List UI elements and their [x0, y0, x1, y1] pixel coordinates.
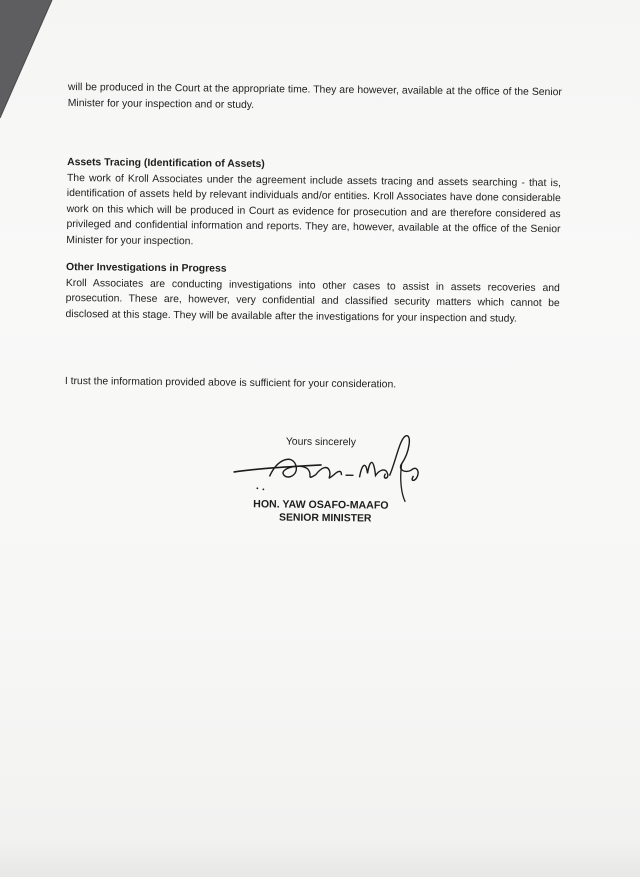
- section-body-other-investigations: Kroll Associates are conducting investigations into other cases to assist in assets recoveries and prosecution. These are, however, very confidential and classified security matters which cannot be disclosed at this stage. They will be available after the investigations for your inspection and study.: [65, 277, 560, 325]
- section-body-assets-tracing: The work of Kroll Associates under the agreement include assets tracing and assets searching - that is, identification of assets held by relevant individuals and/or entities. Kroll Associates have done considerable work on this which will be produced in Court as evidence for prosecution and are therefore considered as privileged and confidential information and reports. They are, however, available at the office of the Senior Minister for your inspection.: [66, 172, 562, 247]
- section-heading-assets-tracing: Assets Tracing (Identification of Assets): [67, 156, 265, 171]
- section-heading-other-investigations: Other Investigations in Progress: [65, 261, 227, 275]
- valediction: Yours sincerely: [285, 436, 356, 449]
- signature-block: [229, 428, 450, 530]
- signatory-title: SENIOR MINISTER: [279, 512, 372, 525]
- section-assets-tracing: [66, 155, 561, 253]
- page-corner-fold: [0, 0, 70, 130]
- page-shadow: [0, 837, 640, 877]
- section-other-investigations: [65, 260, 560, 327]
- closing-paragraph: I trust the information provided above is sufficient for your consideration.: [64, 375, 397, 391]
- signatory-name: HON. YAW OSAFO-MAAFO: [253, 498, 389, 512]
- letter-body: [65, 80, 562, 395]
- opening-paragraph: will be produced in the Court at the appropriate time. They are however, available at the office of the Senior Minister for your inspection and or study.: [67, 81, 562, 111]
